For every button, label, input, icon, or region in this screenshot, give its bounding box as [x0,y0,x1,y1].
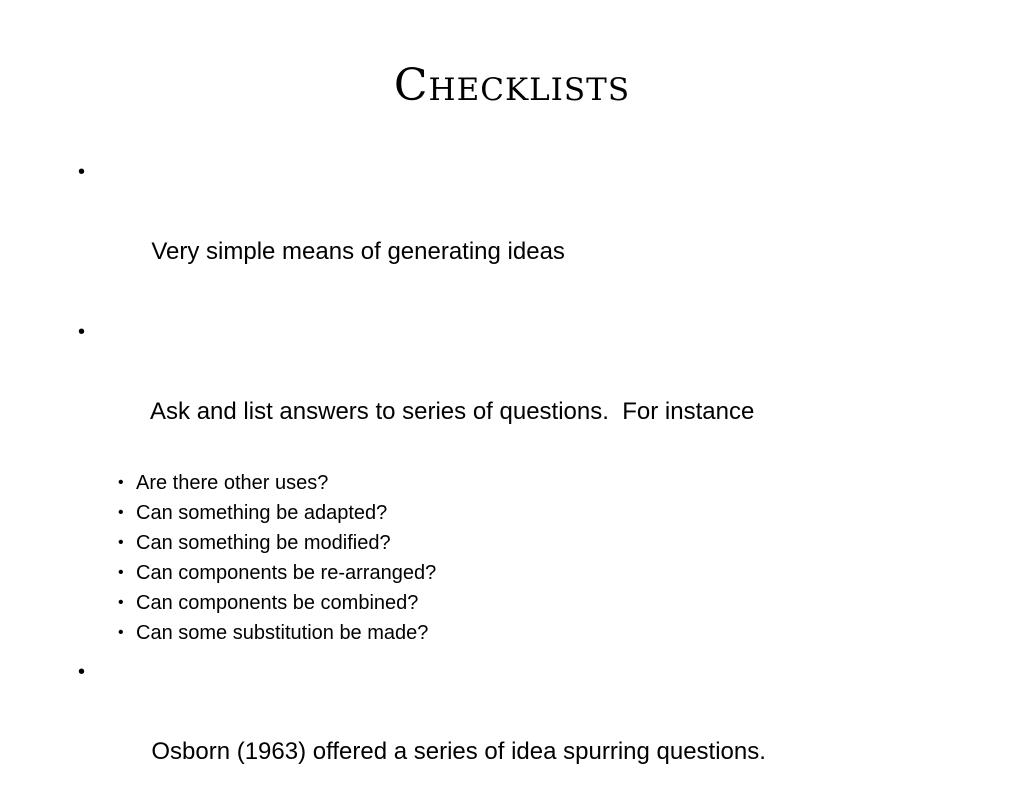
sub-list-item [116,498,976,528]
sub-list-item [116,588,976,618]
sub-list-item-text: Can something be adapted? [136,502,388,524]
list-item [76,152,976,312]
sub-list-item [116,558,976,588]
bullet-icon: • [118,474,124,491]
bullet-list [76,152,976,472]
list-item-text: Ask and list answers to series of questions. For instance [150,398,755,425]
bullet-icon: • [78,161,86,183]
bullet-icon: • [118,504,124,521]
bullet-icon: • [118,534,124,551]
bullet-icon: • [118,564,124,581]
list-item-text: Very simple means of generating ideas [151,238,565,265]
bullet-icon: • [118,594,124,611]
sub-list-item [116,618,976,648]
slide-title: Checklists [393,60,631,111]
sub-list-item-text: Can components be combined? [136,592,419,614]
sub-list-item-text: Can something be modified? [136,532,391,554]
bullet-icon: • [78,321,86,343]
sub-list-item-text: Can some substitution be made? [136,622,429,644]
sub-list-item [116,528,976,558]
bullet-icon: • [118,624,124,641]
bullet-icon: • [78,661,86,683]
bullet-list-continued [76,652,976,812]
list-item-text: Osborn (1963) offered a series of idea spurring questions. [151,738,766,765]
sub-list-item [116,468,976,498]
list-item [76,652,976,812]
sub-list-item-text: Are there other uses? [136,472,329,494]
slide-body [76,152,976,812]
sub-list-item-text: Can components be re-arranged? [136,562,437,584]
list-item [76,312,976,472]
sub-bullet-list [76,468,976,648]
